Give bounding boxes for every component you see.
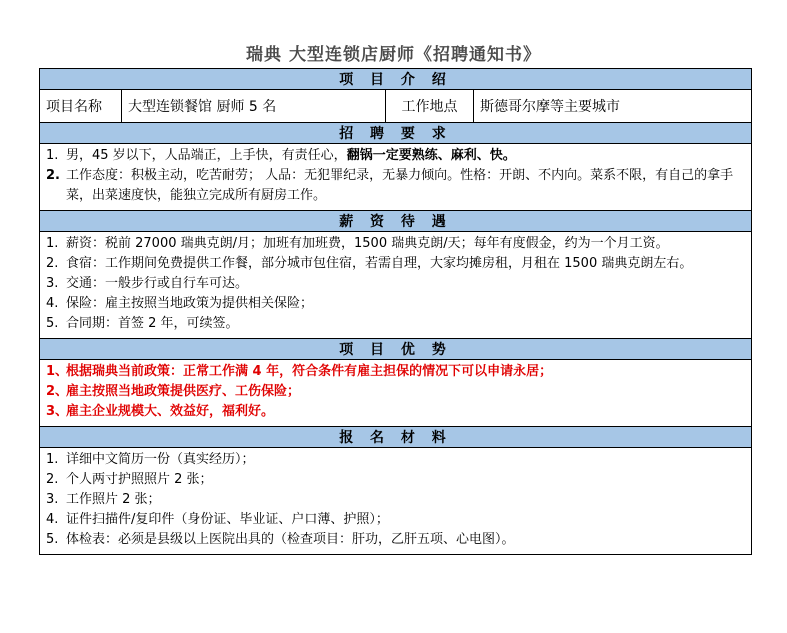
item-number: 2. — [46, 472, 59, 487]
list-item — [46, 234, 745, 254]
list-item — [46, 146, 745, 166]
item-text: 雇主企业规模大、效益好，福利好。 — [66, 404, 275, 419]
list-item — [46, 470, 745, 490]
item-number: 5. — [46, 532, 59, 547]
item-text: 体检表：必须是县级以上医院出具的（检查项目：肝功，乙肝五项、心电图）。 — [66, 532, 515, 547]
section-title: 招 聘 要 求 — [40, 123, 752, 144]
list-item — [46, 274, 745, 294]
item-number: 3. — [46, 492, 59, 507]
section-header-advantages — [40, 339, 752, 360]
item-number: 3、 — [46, 404, 69, 419]
section-title: 项 目 介 绍 — [40, 69, 752, 90]
item-text: 合同期：首签 2 年，可续签。 — [66, 316, 239, 331]
list-item — [46, 490, 745, 510]
list-item — [46, 510, 745, 530]
list-item — [46, 166, 745, 206]
recruitment-form-table — [39, 68, 752, 555]
item-text: 工作态度：积极主动，吃苦耐劳； 人品：无犯罪纪录，无暴力倾向。性格：开朗、不内向。菜系不限，有自己的拿手菜，出菜速度快，能独立完成所有厨房工作。 — [66, 168, 734, 203]
list-item — [46, 382, 745, 402]
section-header-project-intro — [40, 69, 752, 90]
item-text: 根据瑞典当前政策：正常工作满 4 年，符合条件有雇主担保的情况下可以申请永居； — [66, 364, 553, 379]
item-text: 男，45 岁以下，人品端正，上手快，有责任心， — [66, 148, 347, 163]
item-number: 1. — [46, 148, 59, 163]
list-item — [46, 314, 745, 334]
section-title: 项 目 优 势 — [40, 339, 752, 360]
list-item — [46, 402, 745, 422]
item-number: 2. — [46, 256, 59, 271]
item-text: 雇主按照当地政策提供医疗、工伤保险； — [66, 384, 301, 399]
item-text: 个人两寸护照照片 2 张； — [66, 472, 213, 487]
materials-body-row — [40, 448, 752, 555]
list-item — [46, 362, 745, 382]
project-name-label: 项目名称 — [40, 90, 122, 123]
item-number: 2. — [46, 168, 60, 183]
item-number: 5. — [46, 316, 59, 331]
salary-list — [46, 234, 745, 334]
list-item — [46, 294, 745, 314]
advantages-body-row — [40, 360, 752, 427]
section-header-requirements — [40, 123, 752, 144]
item-text: 证件扫描件/复印件（身份证、毕业证、户口薄、护照）； — [66, 512, 389, 527]
requirements-body-row — [40, 144, 752, 211]
work-location-value: 斯德哥尔摩等主要城市 — [474, 90, 752, 123]
list-item — [46, 450, 745, 470]
section-title: 报 名 材 料 — [40, 427, 752, 448]
project-name-value: 大型连锁餐馆 厨师 5 名 — [122, 90, 386, 123]
item-number: 4. — [46, 296, 59, 311]
item-text: 工作照片 2 张； — [66, 492, 161, 507]
section-title: 薪 资 待 遇 — [40, 211, 752, 232]
requirements-list — [46, 146, 745, 206]
project-info-row — [40, 90, 752, 123]
item-emphasis: 翻锅一定要熟练、麻利、快。 — [346, 148, 516, 163]
work-location-label: 工作地点 — [386, 90, 474, 123]
item-text: 详细中文简历一份（真实经历）； — [66, 452, 255, 467]
item-number: 4. — [46, 512, 59, 527]
item-number: 1. — [46, 452, 59, 467]
section-header-materials — [40, 427, 752, 448]
list-item — [46, 254, 745, 274]
item-text: 交通：一般步行或自行车可达。 — [66, 276, 249, 291]
item-number: 1、 — [46, 364, 69, 379]
materials-list — [46, 450, 745, 550]
item-text: 食宿：工作期间免费提供工作餐，部分城市包住宿，若需自理，大家均摊房租，月租在 1500 瑞典克朗左右。 — [66, 256, 693, 271]
item-text: 保险：雇主按照当地政策为提供相关保险； — [66, 296, 314, 311]
section-header-salary — [40, 211, 752, 232]
item-number: 2、 — [46, 384, 69, 399]
item-number: 3. — [46, 276, 59, 291]
salary-body-row — [40, 232, 752, 339]
item-number: 1. — [46, 236, 59, 251]
document-title: 瑞典 大型连锁店厨师《招聘通知书》 — [246, 45, 541, 65]
item-text: 薪资：税前 27000 瑞典克朗/月；加班有加班费，1500 瑞典克朗/天；每年有度假金，约为一个月工资。 — [66, 236, 669, 251]
list-item — [46, 530, 745, 550]
advantages-list — [46, 362, 745, 422]
